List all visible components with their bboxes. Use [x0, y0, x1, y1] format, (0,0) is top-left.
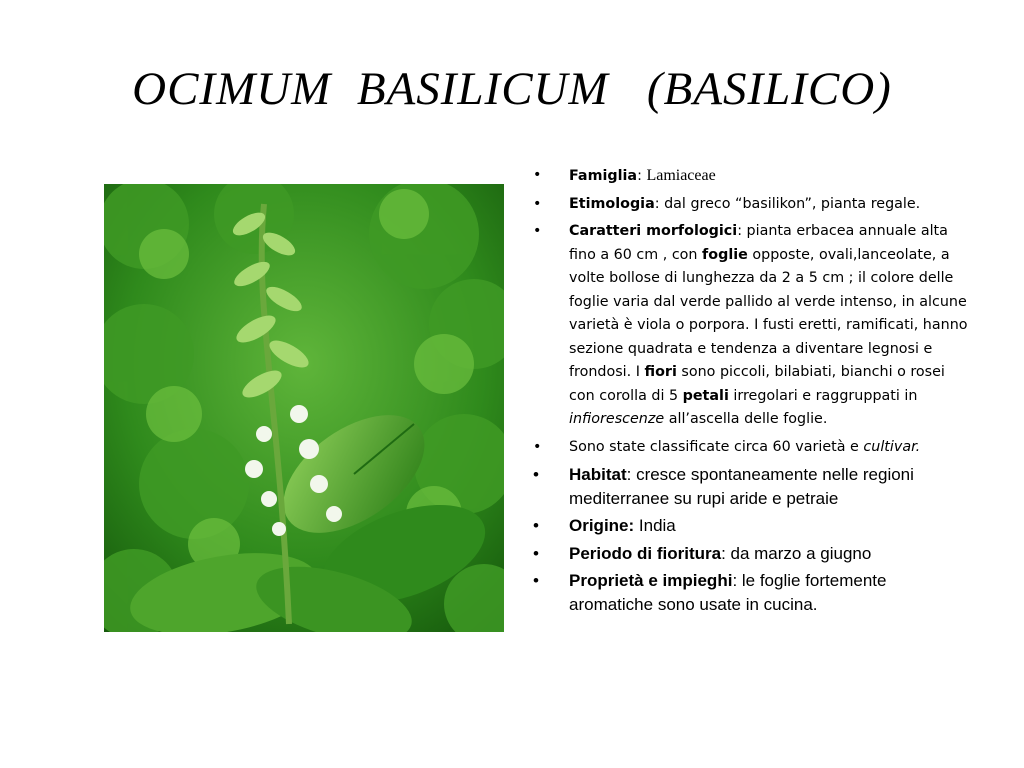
value-fioritura: : da marzo a giugno — [721, 543, 872, 563]
label-proprieta: Proprietà e impieghi — [569, 571, 733, 590]
value-etimologia: : dal greco “basilikon”, pianta regale. — [654, 195, 921, 212]
keyword-infiorescenze: infiorescenze — [569, 411, 665, 427]
keyword-cultivar: cultivar. — [863, 438, 921, 455]
label-etimologia: Etimologia — [569, 195, 655, 212]
value-famiglia: Lamiaceae — [646, 167, 716, 184]
value-habitat: : cresce spontaneamente nelle regioni mediterranee su rupi aride e petraie — [569, 465, 914, 508]
list-item-varieta — [533, 436, 973, 460]
text-segment: all’ascella delle foglie. — [664, 411, 828, 427]
bullet-icon: • — [533, 438, 542, 455]
list-item-habitat — [533, 463, 973, 510]
label-famiglia: Famiglia — [569, 168, 638, 184]
list-item-fioritura — [533, 542, 973, 566]
text-segment: : pianta erbacea annuale alta fino a 60 cm , con — [569, 223, 948, 263]
bullet-icon: • — [533, 543, 539, 563]
keyword-petali: petali — [682, 387, 729, 404]
basil-plant-photo — [104, 184, 504, 632]
text-segment: opposte, ovali,lanceolate, a volte bollose di lunghezza da 2 a 5 cm ; il colore delle foglie varia dal verde pallido al verde intenso, in alcune varietà è viola o porpora. I fusti eretti, ramificati, hanno sezione quadrata e tendenza a diventare legnosi e frondosi. I — [569, 246, 968, 380]
value-proprieta: : le foglie fortemente aromatiche sono usate in cucina. — [569, 571, 887, 614]
bullet-icon: • — [533, 223, 542, 239]
list-item-caratteri — [533, 220, 973, 432]
text-segment: irregolari e raggruppati in — [728, 387, 918, 404]
label-fioritura: Periodo di fioritura — [569, 543, 722, 563]
separator: : — [637, 168, 647, 184]
slide-title: OCIMUM BASILICUM (BASILICO) — [132, 63, 892, 115]
bullet-icon: • — [533, 465, 539, 484]
text-varieta: Sono state classificate circa 60 varietà e — [569, 438, 864, 455]
keyword-foglie: foglie — [702, 246, 748, 263]
label-caratteri: Caratteri morfologici — [569, 223, 738, 239]
list-item-proprieta — [533, 569, 973, 616]
keyword-fiori: fiori — [644, 364, 677, 380]
label-habitat: Habitat — [569, 465, 627, 484]
label-origine: Origine: — [569, 516, 635, 535]
bullet-icon: • — [533, 195, 542, 212]
list-item-etimologia — [533, 193, 973, 217]
text-segment: sono piccoli, bilabiati, bianchi o rosei con corolla di 5 — [569, 364, 945, 404]
bullet-icon: • — [533, 571, 539, 590]
bullet-icon: • — [533, 167, 542, 183]
value-origine: India — [634, 516, 676, 535]
description-list — [533, 164, 973, 620]
list-item-famiglia — [533, 164, 973, 189]
list-item-origine — [533, 514, 973, 538]
basil-plant-illustration — [104, 184, 504, 632]
bullet-icon: • — [533, 516, 539, 535]
